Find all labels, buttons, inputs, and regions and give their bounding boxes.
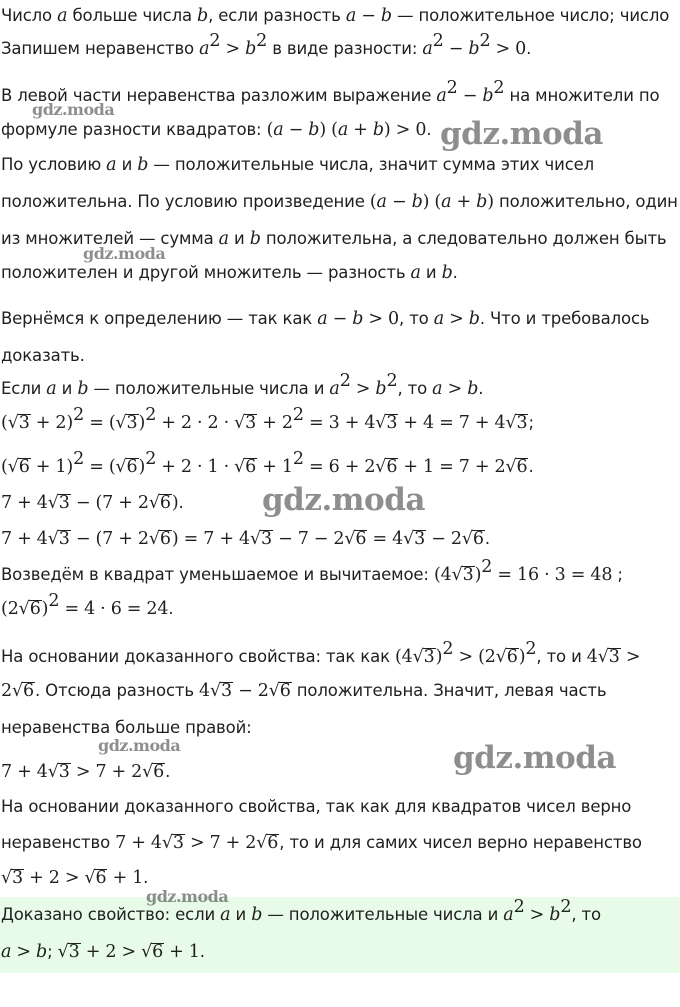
text-line: Если a и b — положительные числа и $a^2 > b^2$, то a > b. bbox=[1, 371, 484, 399]
watermark: gdz.moda bbox=[32, 100, 115, 119]
text-line: из множителей — сумма a и b положительна, а следовательно должен быть bbox=[1, 229, 667, 249]
text-line: 7 + 4√3 > 7 + 2√6. bbox=[1, 762, 171, 782]
text-line: Число a больше числа b, если разность a − b — положительное число; число bbox=[1, 6, 670, 26]
text-line: формуле разности квадратов: (a − b) (a + b) > 0. bbox=[1, 120, 432, 140]
text-line: Возведём в квадрат уменьшаемое и вычитаемое: $(4√3)^2 = 16 \cdot 3 = 48$ ; bbox=[1, 557, 623, 585]
text-line: a > b; √3 + 2 > √6 + 1. bbox=[1, 942, 205, 962]
text-line: $(2√6)^2 = 4 \cdot 6 = 24$. bbox=[1, 591, 174, 619]
text-line: 7 + 4√3 − (7 + 2√6) = 7 + 4√3 − 7 − 2√6 = 4√3 − 2√6. bbox=[1, 529, 490, 549]
text-line: √3 + 2 > √6 + 1. bbox=[1, 868, 149, 888]
watermark: gdz.moda bbox=[98, 736, 181, 755]
text-line: По условию a и b — положительные числа, значит сумма этих чисел bbox=[1, 155, 595, 175]
watermark: gdz.moda bbox=[453, 740, 616, 776]
text-line: 2√6. Отсюда разность 4√3 − 2√6 положительна. Значит, левая часть bbox=[1, 681, 607, 701]
text-line: доказать. bbox=[1, 346, 85, 365]
text-line: положителен и другой множитель — разность a и b. bbox=[1, 263, 458, 283]
watermark: gdz.moda bbox=[146, 887, 229, 906]
text-line: На основании доказанного свойства: так как $(4√3)^2 > (2√6)^2$, то и 4√3 > bbox=[1, 639, 641, 667]
watermark: gdz.moda bbox=[83, 244, 166, 263]
text-line: $(√3 + 2)^2 = (√3)^2 + 2 \cdot 2 \cdot √3 + 2^2 = 3 + 4√3 + 4 = 7 + 4√3$; bbox=[1, 405, 534, 433]
text-line: положительна. По условию произведение (a − b) (a + b) положительно, один bbox=[1, 192, 678, 212]
text-line: неравенства больше правой: bbox=[1, 718, 252, 737]
text-line: Запишем неравенство $a^2 > b^2$ в виде разности: $a^2 - b^2 > 0$. bbox=[1, 31, 532, 59]
text-line: $(√6 + 1)^2 = (√6)^2 + 2 \cdot 1 \cdot √6 + 1^2 = 6 + 2√6 + 1 = 7 + 2√6$. bbox=[1, 449, 534, 477]
text-line: 7 + 4√3 − (7 + 2√6). bbox=[1, 493, 184, 513]
text-line: На основании доказанного свойства, так как для квадратов чисел верно bbox=[1, 797, 632, 816]
text-line: Вернёмся к определению — так как a − b > 0, то a > b. Что и требовалось bbox=[1, 309, 650, 329]
text-line: Доказано свойство: если a и b — положительные числа и $a^2 > b^2$, то bbox=[1, 897, 601, 925]
watermark: gdz.moda bbox=[440, 116, 603, 152]
text-line: В левой части неравенства разложим выражение $a^2 - b^2$ на множители по bbox=[1, 78, 660, 106]
watermark: gdz.moda bbox=[262, 482, 425, 518]
text-line: неравенство 7 + 4√3 > 7 + 2√6, то и для самих чисел верно неравенство bbox=[1, 833, 642, 853]
